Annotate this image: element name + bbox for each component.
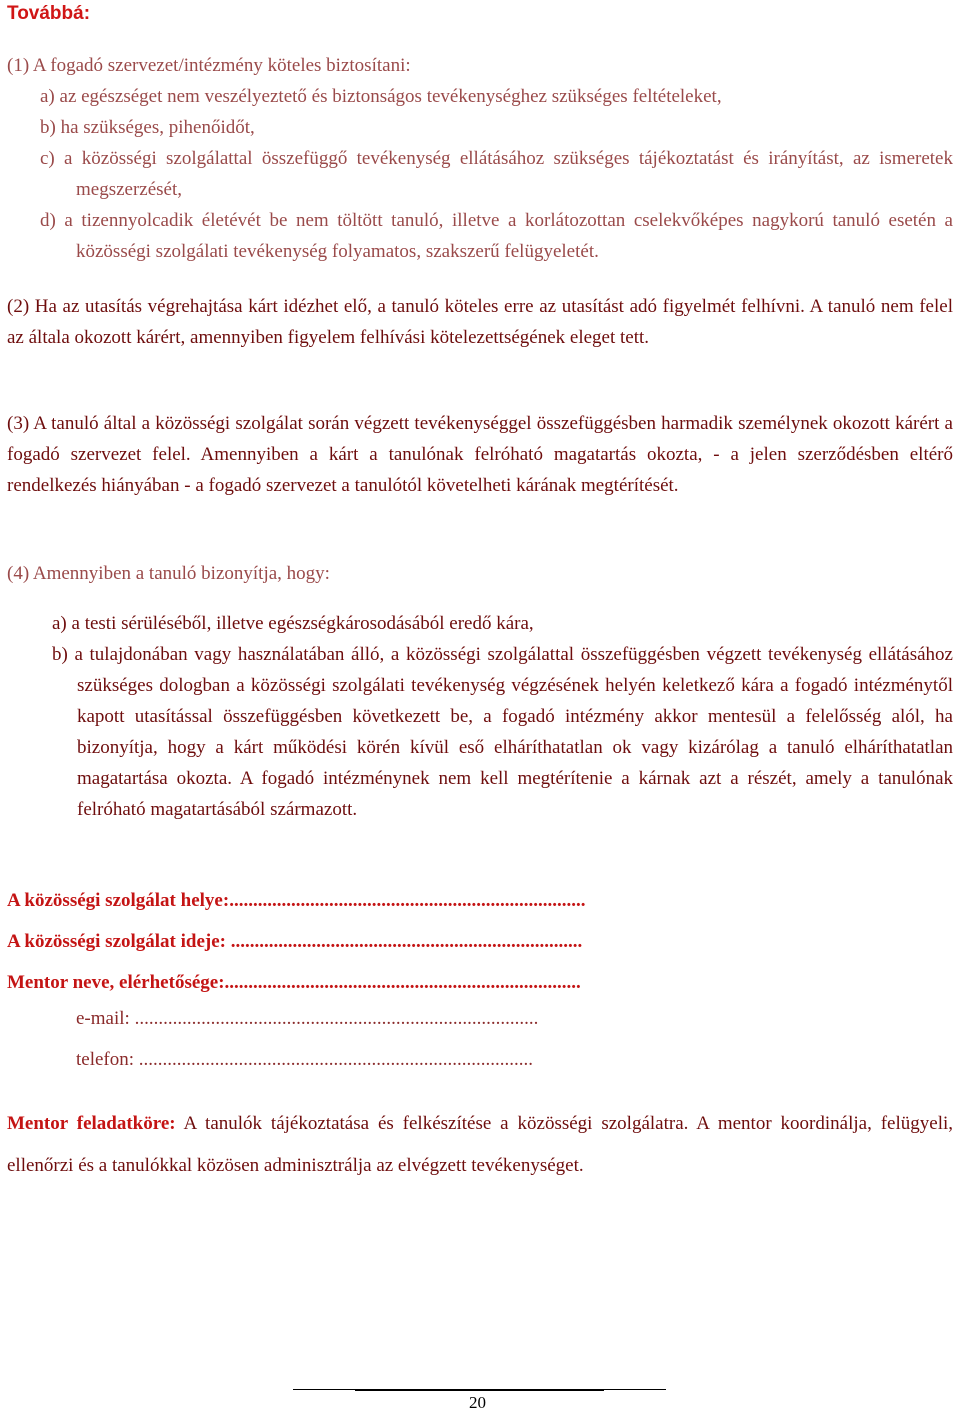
mentor-duties-label: Mentor feladatköre: [7, 1113, 176, 1134]
paragraph-4-list [7, 608, 953, 825]
paragraph-1-item-d: d) a tizennyolcadik életévét be nem töltött tanuló, illetve a korlátozottan cselekvőképes nagykorú tanuló esetén a közösségi szolgálati tevékenység folyamatos, szakszerű felügyeletét. [40, 210, 953, 262]
service-time-blank[interactable]: .......................................................................... [230, 931, 583, 952]
service-place-blank[interactable]: ........................................................................... [229, 890, 586, 911]
mentor-name-blank[interactable]: ........................................................................... [224, 972, 581, 993]
paragraph-1 [7, 50, 953, 267]
paragraph-1-item-a: a) az egészséget nem veszélyeztető és biztonságos tevékenységhez szükséges feltételeket, [40, 86, 722, 107]
mentor-name-field [7, 970, 581, 996]
paragraph-4-item-b: b) a tulajdonában vagy használatában álló, a közösségi szolgálattal összefüggésben végzett tevékenység ellátásához szükséges dologban a közösségi szolgálati tevékenység végzésének helyén keletkező kára a fogadó intézménytől kapott utasítással összefüggésben következett be, a fogadó intézmény akkor mentesül a felelősség alól, ha bizonyítja, hogy a kárt működési körén kívül eső elháríthatatlan ok vagy kizárólag a tanuló elháríthatatlan magatartása okozta. A fogadó intézménynek nem kell megtérítenie a kárnak azt a részét, amely a tanulónak felróható magatartásából származott. [52, 644, 953, 820]
paragraph-1-item-b: b) ha szükséges, pihenőidőt, [40, 117, 255, 138]
paragraph-3: (3) A tanuló által a közösségi szolgálat során végzett tevékenységgel összefüggésben harmadik személynek okozott kárért a fogadó szervezet felel. Amennyiben a kárt a tanulónak felróható magatartás okozta, - a jelen szerződésben eltérő rendelkezés hiányában - a fogadó szervezet a tanulótól követelheti kárának megtérítését. [7, 413, 953, 496]
mentor-duties [7, 1103, 953, 1187]
service-place-label: A közösségi szolgálat helye: [7, 890, 230, 911]
paragraph-2: (2) Ha az utasítás végrehajtása kárt idézhet elő, a tanuló köteles erre az utasítást adó figyelmét felhívni. A tanuló nem felel az általa okozott kárért, amennyiben figyelem felhívási kötelezettségének eleget tett. [7, 296, 953, 348]
email-field [76, 1006, 538, 1032]
phone-blank[interactable]: ................................................................................... [138, 1049, 534, 1070]
footer-divider [293, 1389, 666, 1390]
phone-label: telefon: [76, 1049, 139, 1070]
footer-divider-thick [355, 1389, 604, 1391]
mentor-duties-text: A tanulók tájékoztatása és felkészítése a közösségi szolgálatra. A mentor koordinálja, felügyeli, ellenőrzi és a tanulókkal közösen adminisztrálja az elvégzett tevékenységet. [7, 1113, 954, 1176]
email-label: e-mail: [76, 1008, 135, 1029]
service-time-field [7, 929, 582, 955]
paragraph-4-intro: (4) Amennyiben a tanuló bizonyítja, hogy: [7, 563, 330, 584]
mentor-name-label: Mentor neve, elérhetősége: [7, 972, 225, 993]
section-heading: Továbbá: [7, 3, 91, 24]
email-blank[interactable]: ..................................................................................... [134, 1008, 539, 1029]
page-number: 20 [469, 1393, 486, 1412]
phone-field [76, 1047, 533, 1073]
paragraph-1-item-c: c) a közösségi szolgálattal összefüggő tevékenység ellátásához szükséges tájékoztatást és irányítást, az ismeretek megszerzését, [40, 148, 953, 200]
service-place-field [7, 888, 585, 914]
paragraph-1-intro: (1) A fogadó szervezet/intézmény köteles biztosítani: [7, 55, 411, 76]
paragraph-4-item-a: a) a testi sérüléséből, illetve egészségkárosodásából eredő kára, [52, 613, 534, 634]
service-time-label: A közösségi szolgálat ideje: [7, 931, 231, 952]
